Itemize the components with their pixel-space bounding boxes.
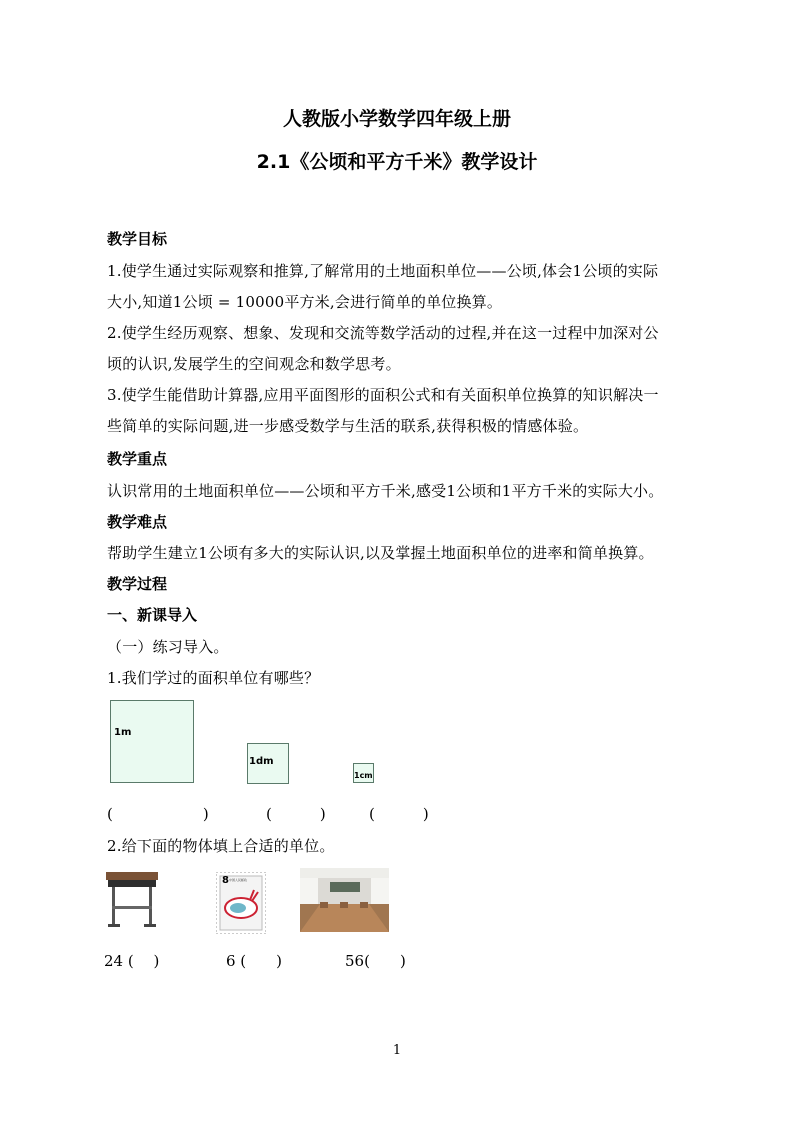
difficulty-text: 帮助学生建立1公顷有多大的实际认识,以及掌握土地面积单位的进率和简单换算。 [107,544,654,562]
document-title: 人教版小学数学四年级上册 [282,108,511,130]
square-1cm [353,763,374,783]
answer-blank-2[interactable]: ( ) [266,805,332,823]
stamp-caption: 中国人民邮政 [229,878,248,882]
desk-image [104,868,160,930]
goals-heading: 教学目标 [107,230,168,248]
goal-3-line-1: 3.使学生能借助计算器,应用平面图形的面积公式和有关面积单位换算的知识解决一 [107,386,659,404]
classroom-image [300,868,389,932]
stamp-image [216,872,266,934]
goal-1-line-1: 1.使学生通过实际观察和推算,了解常用的土地面积单位——公顷,体会1公顷的实际 [107,262,659,280]
part-1-subheading: （一）练习导入。 [107,638,229,656]
goal-2-line-1: 2.使学生经历观察、想象、发现和交流等数学活动的过程,并在这一过程中加深对公 [107,324,659,342]
process-heading: 教学过程 [107,575,168,593]
answer-blank-1[interactable]: ( ) [107,805,215,823]
object-answer-1[interactable]: 24 ( ) [104,952,160,970]
key-points-heading: 教学重点 [107,450,168,468]
square-1m-label: 1m [114,727,132,738]
difficulty-heading: 教学难点 [107,513,168,531]
object-answer-3[interactable]: 56( ) [345,952,406,970]
square-1dm [247,743,289,784]
part-1-heading: 一、新课导入 [107,606,198,624]
square-1cm-label: 1cm [354,771,373,780]
object-answer-2[interactable]: 6 ( ) [226,952,283,970]
goal-2-line-2: 顷的认识,发展学生的空间观念和数学思考。 [107,355,401,373]
stamp-value: 8 [222,875,229,886]
question-1: 1.我们学过的面积单位有哪些？ [107,669,320,687]
key-points-text: 认识常用的土地面积单位——公顷和平方千米,感受1公顷和1平方千米的实际大小。 [107,482,664,500]
question-2: 2.给下面的物体填上合适的单位。 [107,837,335,855]
page-number: 1 [392,1043,402,1058]
square-1m [110,700,194,783]
answer-blank-3[interactable]: ( ) [369,805,435,823]
goal-3-line-2: 些简单的实际问题,进一步感受数学与生活的联系,获得积极的情感体验。 [107,417,589,435]
document-subtitle: 2.1《公顷和平方千米》教学设计 [256,151,538,173]
square-1dm-label: 1dm [249,756,274,767]
goal-1-line-2: 大小,知道1公顷 = 10000平方米,会进行简单的单位换算。 [107,293,503,311]
